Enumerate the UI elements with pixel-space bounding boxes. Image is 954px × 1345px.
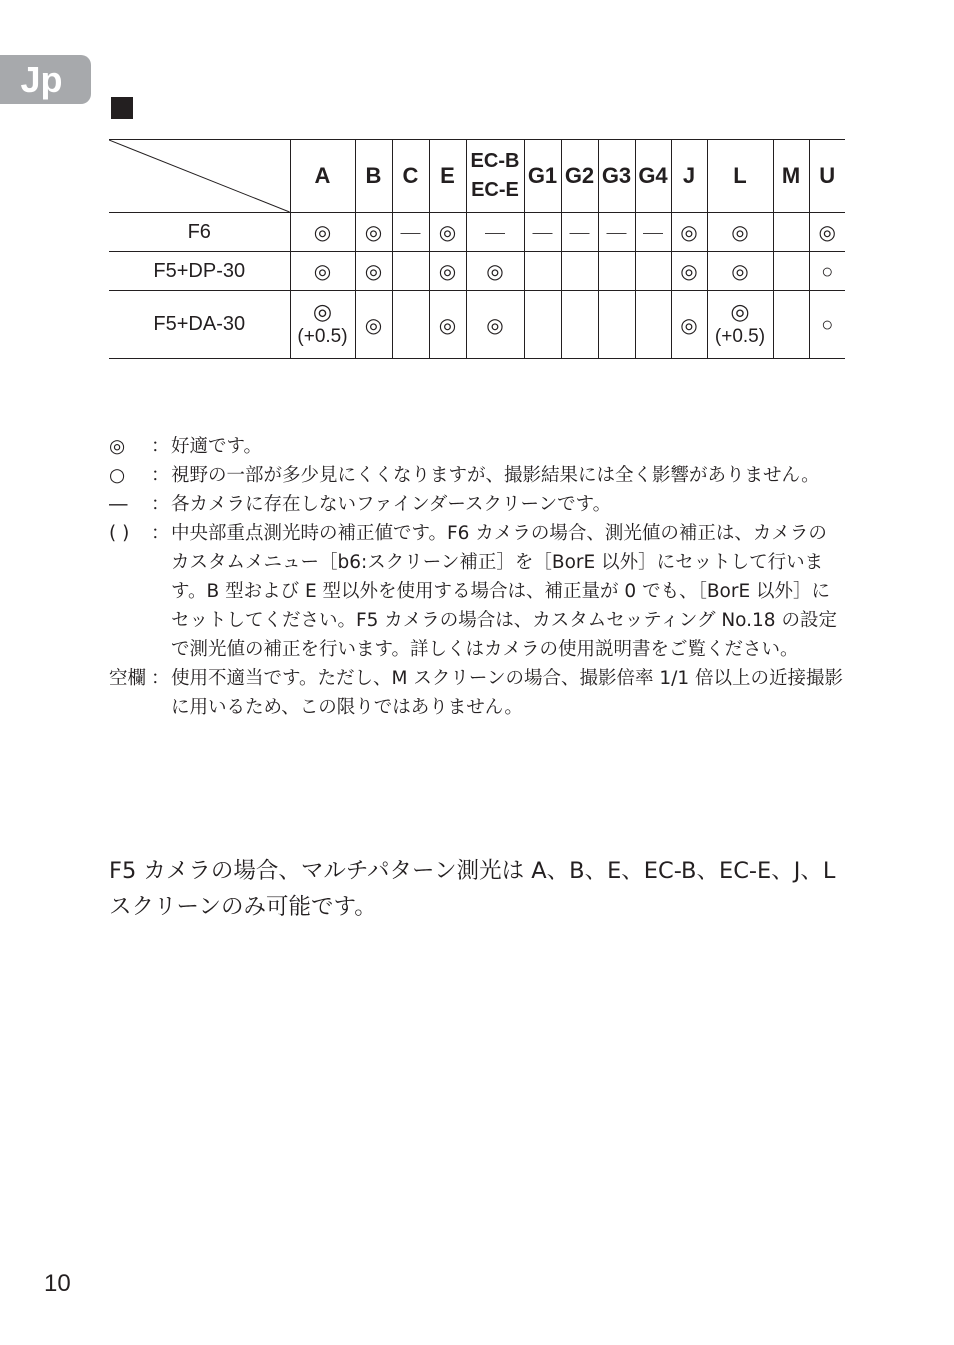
- table-cell: [290, 291, 355, 359]
- column-header-ec-b-ec-e: [466, 140, 524, 213]
- section-marker: [111, 97, 133, 119]
- column-header-u: U: [809, 140, 845, 213]
- correction-value: (+0.5): [297, 325, 348, 347]
- table-cell: ◎: [466, 291, 524, 359]
- table-cell: ◎: [429, 213, 466, 252]
- table-cell: ◎: [355, 213, 392, 252]
- column-header-m: M: [773, 140, 809, 213]
- column-header-ec-b: EC-B: [470, 150, 520, 172]
- table-cell: ◎: [809, 213, 845, 252]
- row-label: F5+DP-30: [109, 252, 290, 291]
- page-number: 10: [44, 1270, 71, 1297]
- legend-text: 好適です。: [171, 436, 263, 457]
- table-cell: ◎: [671, 252, 707, 291]
- corner-header-cell: [109, 140, 290, 213]
- legend-item: [109, 664, 845, 722]
- table-cell: [773, 291, 809, 359]
- legend-mark: ◎: [109, 436, 126, 457]
- table-cell: [598, 252, 635, 291]
- table-cell: ◎: [671, 291, 707, 359]
- table-cell: ◎: [429, 252, 466, 291]
- diagonal-line: [109, 140, 290, 212]
- column-header-ec-e: EC-E: [471, 179, 519, 201]
- table-cell: ◎: [466, 252, 524, 291]
- table-cell: ◎: [671, 213, 707, 252]
- table-cell: [635, 291, 671, 359]
- table-cell: [392, 291, 429, 359]
- table-cell: ―: [466, 213, 524, 252]
- column-header-a: A: [290, 140, 355, 213]
- table-cell: ―: [561, 213, 598, 252]
- table-cell: ―: [392, 213, 429, 252]
- table-cell: [773, 252, 809, 291]
- table-cell: [524, 291, 561, 359]
- table-cell: ―: [598, 213, 635, 252]
- table-cell: [561, 291, 598, 359]
- column-header-b: B: [355, 140, 392, 213]
- column-header-g4: G4: [635, 140, 671, 213]
- table-row: [109, 213, 845, 252]
- table-cell: [773, 213, 809, 252]
- column-header-g2: G2: [561, 140, 598, 213]
- legend-text: 中央部重点測光時の補正値です。F6 カメラの場合、測光値の補正は、カメラのカスタムメニュー［b6:スクリーン補正］を［BorE 以外］にセットして行います。B 型および E 型以外を使用する場合は、補正量が 0 でも、［BorE 以外］にセットしてください。F5 カメラの場合は、カスタムセッティング No.18 の設定で測光値の補正を行います。詳しくはカメラの使用説明書をご覧ください。: [171, 523, 837, 660]
- cell-symbol: ◎: [730, 299, 750, 325]
- legend-text: 各カメラに存在しないファインダースクリーンです。: [171, 494, 612, 515]
- table-cell: ◎: [429, 291, 466, 359]
- table-cell: ◎: [707, 213, 773, 252]
- table-cell: [598, 291, 635, 359]
- table-cell: ◎: [290, 252, 355, 291]
- multi-pattern-metering-note: F5 カメラの場合、マルチパターン測光は A、B、E、EC-B、EC-E、J、L スクリーンのみ可能です。: [109, 858, 836, 920]
- legend-item: [109, 519, 845, 664]
- table-cell: [524, 252, 561, 291]
- column-header-c: C: [392, 140, 429, 213]
- legend-mark: 空欄: [109, 668, 147, 689]
- legend-colon: ：: [151, 465, 170, 486]
- table-cell: [635, 252, 671, 291]
- table-cell: ◎: [355, 252, 392, 291]
- legend-colon: ：: [151, 436, 170, 457]
- correction-value: (+0.5): [714, 325, 766, 347]
- cell-symbol: ◎: [312, 299, 333, 325]
- column-header-l: L: [707, 140, 773, 213]
- legend-text: 視野の一部が多少見にくくなりますが、撮影結果には全く影響がありません。: [171, 465, 820, 486]
- legend-text: 使用不適当です。ただし、M スクリーンの場合、撮影倍率 1/1 倍以上の近接撮影に用いるため、この限りではありません。: [171, 668, 844, 718]
- table-cell: ○: [809, 252, 845, 291]
- table-cell: ◎: [355, 291, 392, 359]
- row-label: F6: [109, 213, 290, 252]
- column-header-g1: G1: [524, 140, 561, 213]
- legend-item: [109, 432, 845, 461]
- legend: [109, 432, 845, 722]
- legend-item: [109, 461, 845, 490]
- table-header-row: [109, 140, 845, 213]
- column-header-g3: G3: [598, 140, 635, 213]
- column-header-j: J: [671, 140, 707, 213]
- table-cell: ―: [524, 213, 561, 252]
- screen-compatibility-table: [109, 139, 845, 359]
- table-cell: ◎: [290, 213, 355, 252]
- legend-colon: ：: [151, 668, 170, 689]
- table-cell: ○: [809, 291, 845, 359]
- table-cell: [707, 291, 773, 359]
- table-cell: ―: [635, 213, 671, 252]
- table-cell: [392, 252, 429, 291]
- legend-mark: ―: [109, 494, 128, 515]
- table-cell: [561, 252, 598, 291]
- legend-mark: ( ): [109, 523, 130, 544]
- column-header-e: E: [429, 140, 466, 213]
- row-label: F5+DA-30: [109, 291, 290, 359]
- legend-colon: ：: [151, 494, 170, 515]
- table-row: [109, 291, 845, 359]
- language-tab: Jp: [0, 55, 91, 104]
- legend-mark: ○: [109, 465, 126, 486]
- legend-colon: ：: [151, 523, 170, 544]
- legend-item: [109, 490, 845, 519]
- table-row: [109, 252, 845, 291]
- table-cell: ◎: [707, 252, 773, 291]
